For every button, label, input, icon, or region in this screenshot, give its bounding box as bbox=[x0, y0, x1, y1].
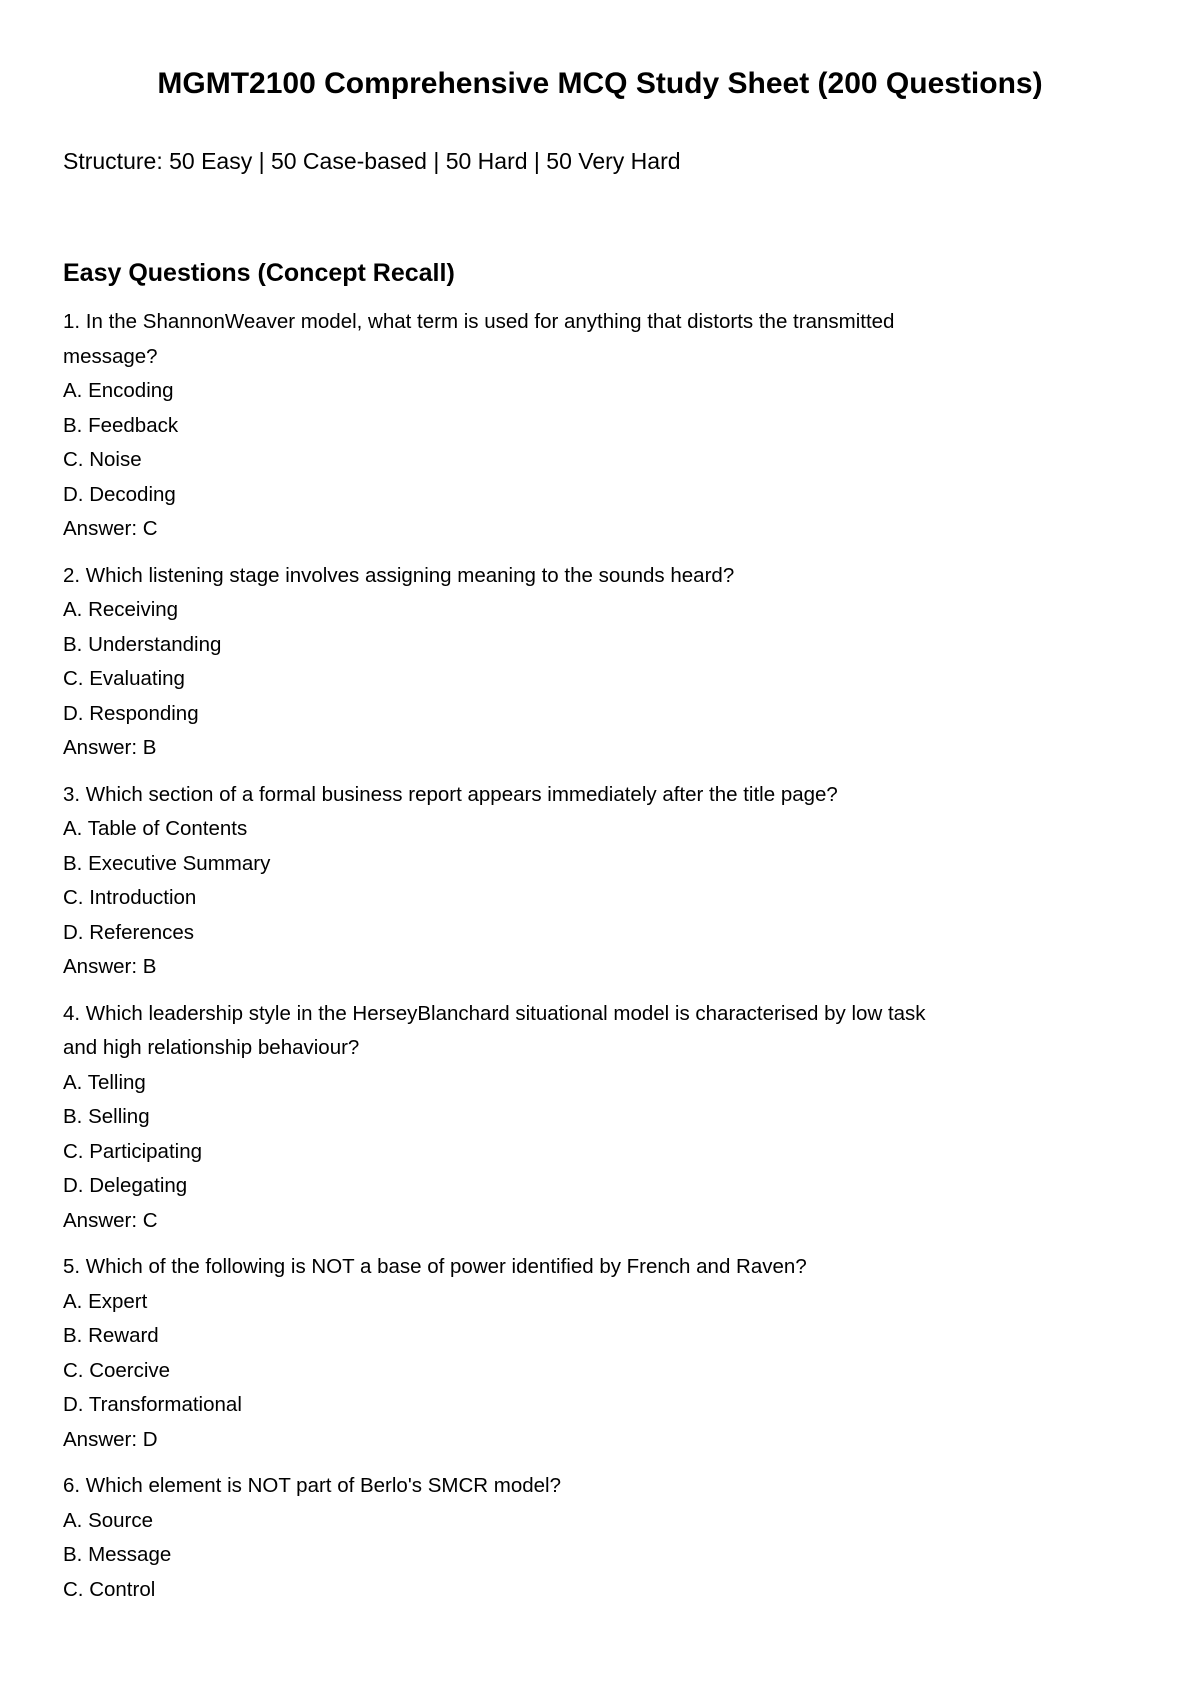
question-item bbox=[63, 1250, 1083, 1457]
answer-key: Answer: C bbox=[63, 1208, 158, 1232]
answer-option: C. Evaluating bbox=[63, 667, 185, 690]
question-stem-line: 2. Which listening stage involves assigning meaning to the sounds heard? bbox=[63, 563, 735, 587]
question-item bbox=[63, 1469, 1083, 1607]
answer-key: Answer: D bbox=[63, 1427, 158, 1451]
answer-key: Answer: C bbox=[63, 517, 158, 540]
answer-option: C. Coercive bbox=[63, 1358, 171, 1382]
answer-option: D. Transformational bbox=[63, 1393, 242, 1416]
answer-option: A. Table of Contents bbox=[63, 817, 248, 840]
answer-option: A. Telling bbox=[63, 1070, 146, 1094]
section-heading: Easy Questions (Concept Recall) bbox=[63, 259, 455, 287]
question-stem-line: 3. Which section of a formal business report appears immediately after the title page? bbox=[63, 782, 838, 806]
answer-option: B. Message bbox=[63, 1543, 172, 1566]
answer-option: C. Participating bbox=[63, 1139, 203, 1163]
answer-option: C. Noise bbox=[63, 448, 142, 471]
answer-option: B. Selling bbox=[63, 1105, 150, 1128]
answer-option: C. Control bbox=[63, 1577, 156, 1601]
answer-option: D. Delegating bbox=[63, 1174, 188, 1197]
answer-option: B. Feedback bbox=[63, 413, 179, 437]
question-list bbox=[63, 305, 1083, 1619]
answer-option: B. Understanding bbox=[63, 632, 222, 656]
question-stem-line: 1. In the ShannonWeaver model, what term is used for anything that distorts the transmitted bbox=[63, 310, 895, 333]
answer-key: Answer: B bbox=[63, 736, 157, 759]
question-stem-line: 6. Which element is NOT part of Berlo's SMCR model? bbox=[63, 1474, 561, 1497]
answer-option: B. Reward bbox=[63, 1324, 159, 1347]
question-item bbox=[63, 305, 1083, 547]
structure-summary: Structure: 50 Easy | 50 Case-based | 50 Hard | 50 Very Hard bbox=[63, 148, 681, 174]
answer-option: A. Encoding bbox=[63, 379, 174, 402]
answer-option: A. Source bbox=[63, 1508, 154, 1532]
question-item bbox=[63, 559, 1083, 766]
answer-option: B. Executive Summary bbox=[63, 851, 271, 875]
question-stem-line: and high relationship behaviour? bbox=[63, 1036, 360, 1059]
answer-option: D. References bbox=[63, 920, 195, 944]
question-stem-line: message? bbox=[63, 344, 158, 368]
answer-option: A. Expert bbox=[63, 1289, 148, 1313]
question-item bbox=[63, 997, 1083, 1239]
answer-option: A. Receiving bbox=[63, 598, 179, 621]
answer-key: Answer: B bbox=[63, 955, 157, 978]
question-item bbox=[63, 778, 1083, 985]
answer-option: D. Decoding bbox=[63, 482, 176, 506]
question-stem-line: 4. Which leadership style in the HerseyBlanchard situational model is characterised by low task bbox=[63, 1001, 926, 1025]
answer-option: D. Responding bbox=[63, 701, 199, 725]
question-stem-line: 5. Which of the following is NOT a base of power identified by French and Raven? bbox=[63, 1255, 807, 1278]
answer-option: C. Introduction bbox=[63, 886, 197, 909]
page-title: MGMT2100 Comprehensive MCQ Study Sheet (200 Questions) bbox=[157, 67, 1043, 100]
